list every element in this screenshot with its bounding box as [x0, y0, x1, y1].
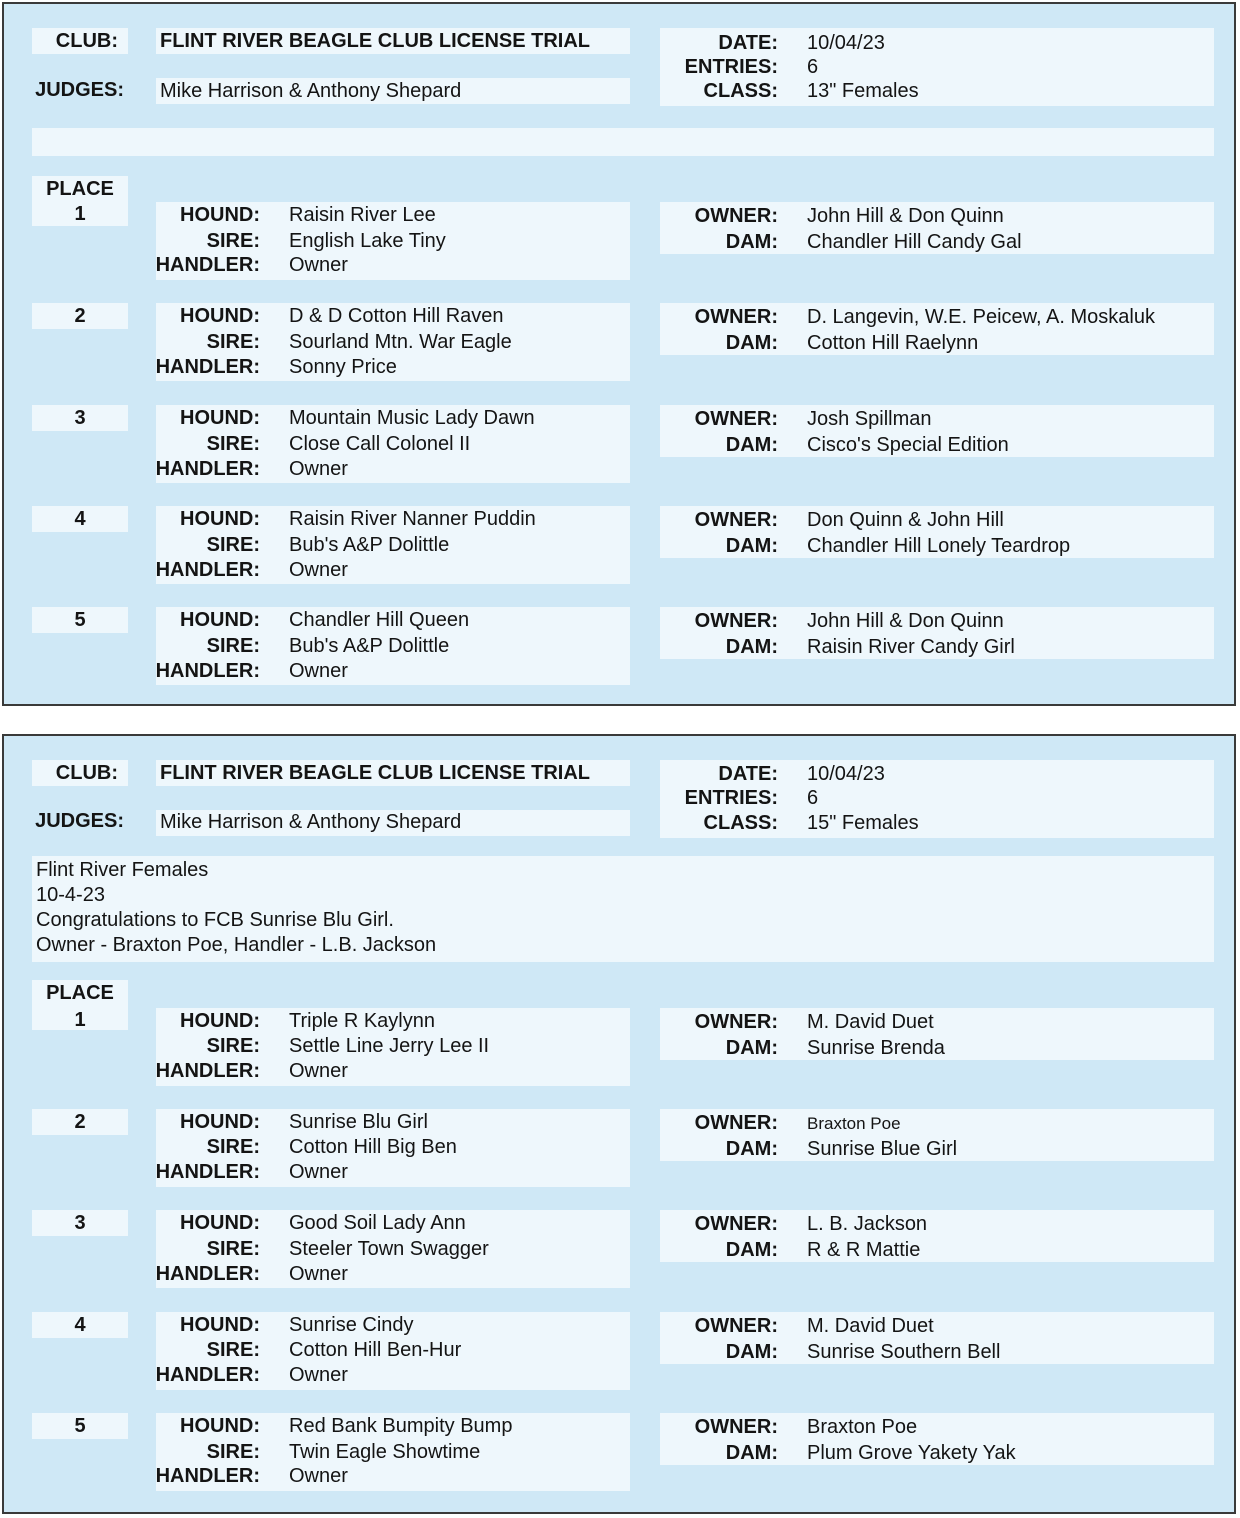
place-number: 4	[32, 506, 128, 532]
entries-label: ENTRIES:	[684, 56, 778, 78]
handler-label: HANDLER:	[155, 458, 260, 480]
date-label: DATE:	[718, 32, 778, 54]
dam-value: Chandler Hill Lonely Teardrop	[807, 535, 1071, 557]
sire-label: SIRE:	[206, 1441, 260, 1463]
club-label: CLUB:	[55, 30, 118, 52]
sire-label: SIRE:	[206, 230, 260, 252]
hound-value: Chandler Hill Queen	[289, 609, 470, 631]
sire-value: English Lake Tiny	[289, 230, 446, 252]
place-header: PLACE	[46, 178, 114, 200]
notes-box	[32, 128, 1214, 156]
hound-value: Red Bank Bumpity Bump	[289, 1415, 513, 1437]
judges-label: JUDGES:	[35, 79, 124, 101]
place-number: 3	[32, 1210, 128, 1236]
handler-label: HANDLER:	[155, 356, 260, 378]
owner-label: OWNER:	[694, 1011, 778, 1033]
sire-label: SIRE:	[206, 433, 260, 455]
place-number: 1	[74, 1009, 86, 1031]
place-number: 3	[32, 405, 128, 431]
handler-label: HANDLER:	[155, 559, 260, 581]
dam-value: Sunrise Southern Bell	[807, 1341, 1001, 1363]
owner-value: John Hill & Don Quinn	[807, 610, 1004, 632]
dam-label: DAM:	[725, 231, 778, 253]
notes	[36, 858, 436, 958]
handler-value: Sonny Price	[289, 356, 397, 378]
sire-value: Cotton Hill Ben-Hur	[289, 1339, 462, 1361]
hound-label: HOUND:	[180, 1415, 260, 1437]
results-card-15in	[2, 734, 1236, 1514]
handler-label: HANDLER:	[155, 254, 260, 276]
date-value: 10/04/23	[807, 763, 885, 785]
hound-value: Mountain Music Lady Dawn	[289, 407, 535, 429]
entries-label: ENTRIES:	[684, 787, 778, 809]
entries-value: 6	[807, 787, 819, 809]
results-card-13in	[2, 2, 1236, 706]
club-name: FLINT RIVER BEAGLE CLUB LICENSE TRIAL	[160, 30, 590, 52]
sire-value: Close Call Colonel II	[289, 433, 471, 455]
sire-label: SIRE:	[206, 1339, 260, 1361]
class-label: CLASS:	[703, 80, 778, 102]
handler-value: Owner	[289, 1060, 348, 1082]
owner-value: M. David Duet	[807, 1315, 934, 1337]
entries-value: 6	[807, 56, 819, 78]
dam-value: Cisco's Special Edition	[807, 434, 1009, 456]
owner-value: Braxton Poe	[807, 1416, 918, 1438]
handler-value: Owner	[289, 1263, 348, 1285]
judges-label: JUDGES:	[35, 810, 124, 832]
hound-label: HOUND:	[180, 407, 260, 429]
sire-value: Twin Eagle Showtime	[289, 1441, 481, 1463]
hound-value: Triple R Kaylynn	[289, 1010, 435, 1032]
hound-label: HOUND:	[180, 1010, 260, 1032]
dam-value: Cotton Hill Raelynn	[807, 332, 979, 354]
dam-value: Raisin River Candy Girl	[807, 636, 1015, 658]
owner-label: OWNER:	[694, 1112, 778, 1134]
class-label: CLASS:	[703, 812, 778, 834]
owner-label: OWNER:	[694, 306, 778, 328]
dam-label: DAM:	[725, 332, 778, 354]
owner-label: OWNER:	[694, 205, 778, 227]
hound-value: Sunrise Blu Girl	[289, 1111, 428, 1133]
owner-label: OWNER:	[694, 1213, 778, 1235]
date-label: DATE:	[718, 763, 778, 785]
dam-label: DAM:	[725, 1341, 778, 1363]
owner-value: M. David Duet	[807, 1011, 934, 1033]
sire-value: Sourland Mtn. War Eagle	[289, 331, 512, 353]
hound-label: HOUND:	[180, 508, 260, 530]
handler-value: Owner	[289, 1465, 348, 1487]
owner-value: D. Langevin, W.E. Peicew, A. Moskaluk	[807, 306, 1155, 328]
dam-label: DAM:	[725, 1138, 778, 1160]
dam-label: DAM:	[725, 1037, 778, 1059]
owner-value: John Hill & Don Quinn	[807, 205, 1004, 227]
owner-value: Don Quinn & John Hill	[807, 509, 1004, 531]
hound-value: Raisin River Lee	[289, 204, 436, 226]
dam-value: Plum Grove Yakety Yak	[807, 1442, 1016, 1464]
dam-value: R & R Mattie	[807, 1239, 921, 1261]
notes-line: Flint River Females	[36, 859, 209, 881]
judges-value: Mike Harrison & Anthony Shepard	[160, 811, 462, 833]
handler-value: Owner	[289, 254, 348, 276]
handler-value: Owner	[289, 458, 348, 480]
dam-value: Sunrise Brenda	[807, 1037, 945, 1059]
club-label: CLUB:	[55, 762, 118, 784]
sire-value: Cotton Hill Big Ben	[289, 1136, 457, 1158]
place-number: 4	[32, 1312, 128, 1338]
hound-label: HOUND:	[180, 305, 260, 327]
place-number: 5	[32, 1413, 128, 1439]
hound-label: HOUND:	[180, 204, 260, 226]
owner-value: Josh Spillman	[807, 408, 932, 430]
sire-value: Bub's A&P Dolittle	[289, 534, 450, 556]
place-number: 2	[32, 303, 128, 329]
owner-value: L. B. Jackson	[807, 1213, 928, 1235]
sire-label: SIRE:	[206, 1035, 260, 1057]
handler-label: HANDLER:	[155, 1364, 260, 1386]
date-value: 10/04/23	[807, 32, 885, 54]
handler-label: HANDLER:	[155, 660, 260, 682]
dam-label: DAM:	[725, 636, 778, 658]
sire-value: Steeler Town Swagger	[289, 1238, 489, 1260]
notes-line: 10-4-23	[36, 884, 105, 906]
hound-label: HOUND:	[180, 1111, 260, 1133]
sire-label: SIRE:	[206, 534, 260, 556]
place-header: PLACE	[46, 982, 114, 1004]
dam-label: DAM:	[725, 1239, 778, 1261]
handler-value: Owner	[289, 559, 348, 581]
handler-label: HANDLER:	[155, 1263, 260, 1285]
dam-value: Sunrise Blue Girl	[807, 1138, 958, 1160]
club-name: FLINT RIVER BEAGLE CLUB LICENSE TRIAL	[160, 762, 590, 784]
owner-label: OWNER:	[694, 408, 778, 430]
dam-label: DAM:	[725, 535, 778, 557]
handler-value: Owner	[289, 1364, 348, 1386]
owner-value: Braxton Poe	[807, 1114, 901, 1133]
judges-value: Mike Harrison & Anthony Shepard	[160, 80, 462, 102]
handler-label: HANDLER:	[155, 1161, 260, 1183]
notes-line: Owner - Braxton Poe, Handler - L.B. Jackson	[36, 934, 437, 956]
hound-label: HOUND:	[180, 1212, 260, 1234]
class-value: 15" Females	[807, 812, 919, 834]
handler-label: HANDLER:	[155, 1465, 260, 1487]
handler-value: Owner	[289, 660, 348, 682]
handler-value: Owner	[289, 1161, 348, 1183]
sire-label: SIRE:	[206, 1136, 260, 1158]
dam-label: DAM:	[725, 434, 778, 456]
place-number: 5	[32, 607, 128, 633]
sire-label: SIRE:	[206, 1238, 260, 1260]
owner-label: OWNER:	[694, 1416, 778, 1438]
owner-label: OWNER:	[694, 509, 778, 531]
place-number: 2	[32, 1109, 128, 1135]
hound-value: Raisin River Nanner Puddin	[289, 508, 536, 530]
sire-label: SIRE:	[206, 635, 260, 657]
hound-label: HOUND:	[180, 1314, 260, 1336]
hound-value: Sunrise Cindy	[289, 1314, 414, 1336]
owner-label: OWNER:	[694, 1315, 778, 1337]
hound-label: HOUND:	[180, 609, 260, 631]
hound-value: D & D Cotton Hill Raven	[289, 305, 504, 327]
class-value: 13" Females	[807, 80, 919, 102]
owner-label: OWNER:	[694, 610, 778, 632]
dam-label: DAM:	[725, 1442, 778, 1464]
dam-value: Chandler Hill Candy Gal	[807, 231, 1022, 253]
notes-line: Congratulations to FCB Sunrise Blu Girl.	[36, 909, 394, 931]
sire-value: Bub's A&P Dolittle	[289, 635, 450, 657]
place-number: 1	[74, 203, 86, 225]
sire-label: SIRE:	[206, 331, 260, 353]
handler-label: HANDLER:	[155, 1060, 260, 1082]
sire-value: Settle Line Jerry Lee II	[289, 1035, 490, 1057]
hound-value: Good Soil Lady Ann	[289, 1212, 466, 1234]
